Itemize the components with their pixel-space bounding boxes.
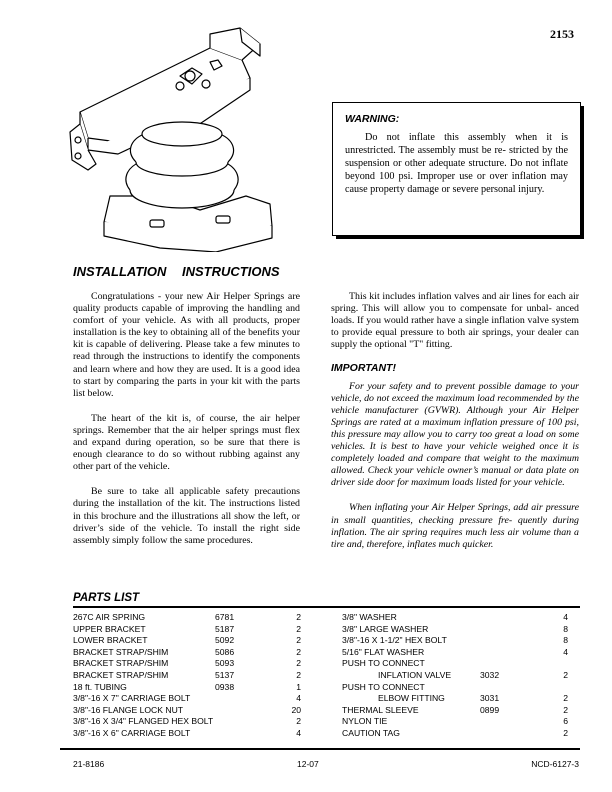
footer-right: NCD-6127-3 (531, 759, 579, 769)
parts-row (73, 670, 301, 682)
part-name: ELBOW FITTING (378, 693, 445, 704)
part-quantity: 2 (296, 716, 301, 727)
part-name: NYLON TIE (342, 716, 388, 727)
right-column (331, 291, 579, 564)
part-quantity: 8 (563, 623, 568, 634)
part-quantity: 2 (563, 669, 568, 680)
installation-heading: INSTALLATION INSTRUCTIONS (73, 264, 280, 279)
part-name: THERMAL SLEEVE (342, 704, 419, 715)
part-number: 5187 (215, 623, 235, 634)
inflating-paragraph: When inflating your Air Helper Springs, add air pressure in small quantities, checking pressure fre- quently during inflation. The air spring requires much less air volume than a tire and, therefore, inflates much quicker. (331, 502, 579, 550)
parts-row (73, 635, 301, 647)
parts-row (342, 658, 568, 670)
parts-row (73, 647, 301, 659)
warning-title: WARNING: (345, 113, 400, 125)
parts-row (342, 670, 568, 682)
parts-table-right (342, 612, 568, 740)
part-name: PUSH TO CONNECT (342, 658, 425, 669)
part-name: 3/8" WASHER (342, 612, 397, 622)
part-name: PUSH TO CONNECT (342, 681, 425, 692)
part-quantity: 2 (296, 623, 301, 634)
part-quantity: 1 (296, 681, 301, 692)
part-quantity: 2 (563, 693, 568, 704)
part-quantity (550, 682, 568, 694)
parts-row (342, 716, 568, 728)
part-name: BRACKET STRAP/SHIM (73, 669, 169, 680)
parts-row (73, 693, 301, 705)
parts-row (73, 624, 301, 636)
warning-box (332, 102, 581, 236)
left-column (73, 291, 300, 560)
part-name: 3/8" LARGE WASHER (342, 623, 429, 634)
part-name: INFLATION VALVE (378, 669, 452, 680)
part-quantity: 4 (296, 693, 301, 704)
inflation-valves-paragraph: This kit includes inflation valves and air lines for each air spring. This will allow you to compensate for unbal- anced loads. If you would rather have a single inflation valve system to provide equal pressure to both air springs, your dealer can supply the optional "T" fitting. (331, 291, 579, 351)
part-name: 3/8"-16 X 6" CARRIAGE BOLT (73, 727, 191, 738)
part-quantity: 2 (563, 727, 568, 738)
parts-row (73, 612, 301, 624)
parts-row (342, 705, 568, 717)
part-number: 0938 (215, 681, 235, 692)
part-name: BRACKET STRAP/SHIM (73, 658, 169, 669)
parts-table-left (73, 612, 301, 740)
part-number (480, 728, 550, 740)
part-quantity: 2 (296, 646, 301, 657)
part-number: 5137 (215, 669, 235, 680)
part-number (215, 728, 277, 740)
parts-row (342, 635, 568, 647)
part-name: BRACKET STRAP/SHIM (73, 646, 169, 657)
part-quantity: 4 (296, 727, 301, 738)
part-number: 6781 (215, 612, 235, 622)
part-name: UPPER BRACKET (73, 623, 146, 634)
warning-text: Do not inflate this assembly when it is unrestricted. The assembly must be re- stricted by the suspension or other adequate structure. Do not inflate beyond 100 psi. Improper use or over inflation may cause property damage or severe personal injury. (345, 132, 568, 196)
intro-paragraph: Congratulations - your new Air Helper Springs are quality products capable of improving the handling and comfort of your vehicle. As with all products, proper installation is the key to obtaining all of the benefits your kit is capable of delivering. Please take a few minutes to read through the instructions to identify the components and learn where and how they are used. It is a good idea to start by comparing the parts in your kit with the parts list below. (73, 291, 300, 399)
footer-center: 12-07 (297, 759, 319, 769)
part-name: 5/16" FLAT WASHER (342, 646, 425, 657)
parts-row (342, 612, 568, 624)
part-number (480, 624, 550, 636)
part-number (480, 635, 550, 647)
part-number (215, 705, 277, 717)
part-name: 267C AIR SPRING (73, 612, 146, 622)
part-number: 3031 (480, 693, 500, 704)
part-name: 3/8"-16 X 1-1/2" HEX BOLT (342, 635, 447, 646)
parts-row (73, 658, 301, 670)
part-number: 5092 (215, 635, 235, 646)
part-name: 18 ft. TUBING (73, 681, 127, 692)
part-number (480, 612, 550, 624)
page-number: 2153 (550, 27, 574, 41)
parts-row (73, 716, 301, 728)
parts-row (342, 647, 568, 659)
part-quantity: 2 (296, 658, 301, 669)
part-number (215, 693, 277, 705)
air-spring-assembly-illustration (60, 20, 280, 252)
part-quantity: 2 (296, 612, 301, 622)
part-number: 5086 (215, 646, 235, 657)
part-quantity: 8 (563, 635, 568, 646)
parts-row (342, 728, 568, 740)
heart-paragraph: The heart of the kit is, of course, the air helper springs. Remember that the air helper springs must flex and expand during operation, so be sure that there is enough clearance to do so without rubbing against any other part of the vehicle. (73, 412, 300, 473)
part-quantity (550, 658, 568, 670)
parts-row (73, 682, 301, 694)
parts-row (73, 705, 301, 717)
part-name: 3/8"-16 X 3/4" FLANGED HEX BOLT (73, 716, 214, 727)
parts-list-top-rule (73, 606, 580, 608)
parts-list-heading: PARTS LIST (73, 592, 140, 604)
part-name: CAUTION TAG (342, 727, 400, 738)
important-paragraph: For your safety and to prevent possible damage to your vehicle, do not exceed the maximum load recommended by the vehicle manufacturer (GVWR). Although your Air Helper Springs are rated at a maximum inflation pressure of 100 psi, this pressure may allow you to carry too great a load on some vehicles. It is best to have your vehicle weighed once it is completely loaded and compare that weight to the maximum allowed. Check your vehicle owner’s manual or data plate on driver side door for maximum loads listed for your vehicle. (331, 380, 579, 489)
parts-row (73, 728, 301, 740)
part-name: LOWER BRACKET (73, 635, 148, 646)
part-quantity: 6 (563, 716, 568, 727)
part-number (480, 658, 550, 670)
part-quantity: 2 (563, 704, 568, 715)
part-number (215, 716, 277, 728)
part-name: 3/8"-16 X 7" CARRIAGE BOLT (73, 693, 191, 704)
part-name: 3/8"-16 FLANGE LOCK NUT (73, 704, 184, 715)
part-quantity: 2 (296, 635, 301, 646)
part-number: 5093 (215, 658, 235, 669)
part-quantity: 20 (291, 704, 301, 715)
safety-paragraph: Be sure to take all applicable safety precautions during the installation of the kit. The instructions listed in this brochure and the illustrations all show the left, or driver’s side of the vehicle. To install the right side assembly simply follow the same procedures. (73, 486, 300, 546)
part-quantity: 2 (296, 669, 301, 680)
part-number: 0899 (480, 704, 500, 715)
important-title: IMPORTANT! (331, 362, 396, 375)
parts-row (342, 624, 568, 636)
part-number (480, 716, 550, 728)
parts-row (342, 693, 568, 705)
part-quantity: 4 (563, 612, 568, 622)
part-number: 3032 (480, 669, 500, 680)
footer-rule (60, 748, 580, 750)
part-number (480, 682, 550, 694)
footer-left: 21-8186 (73, 759, 105, 769)
part-quantity: 4 (563, 646, 568, 657)
parts-row (342, 682, 568, 694)
part-number (480, 647, 550, 659)
